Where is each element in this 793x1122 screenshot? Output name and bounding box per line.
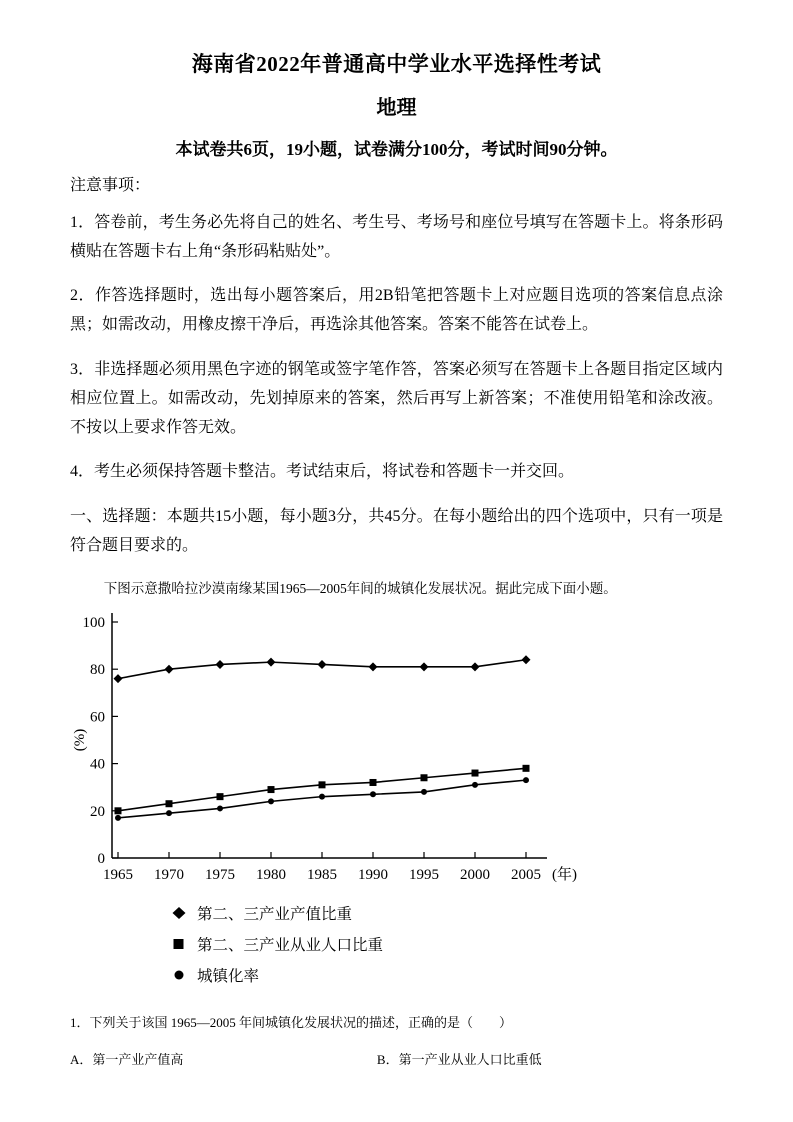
x-tick-label: 1990 [358, 867, 388, 884]
dot-marker-icon [217, 806, 223, 812]
legend-label: 第二、三产业从业人口比重 [197, 936, 384, 954]
diamond-marker-icon [318, 660, 327, 669]
notice-item-3: 3．非选择题必须用黑色字迹的钢笔或签字笔作答，答案必须写在答题卡上各题目指定区域内相应位置上。如需改动，先划掉原来的答案，然后再写上新答案；不准使用铅笔和涂改液。不按以上要求作答无效。 [70, 360, 723, 436]
exam-title: 海南省2022年普通高中学业水平选择性考试 [191, 52, 602, 76]
square-marker-icon [472, 770, 479, 777]
diamond-marker-icon [170, 905, 188, 921]
x-tick-label: 2005 [511, 867, 541, 884]
dot-marker-icon [370, 792, 376, 798]
dot-marker-icon [115, 815, 121, 821]
option-b: B．第一产业从业人口比重低 [376, 1052, 542, 1068]
legend-item [170, 928, 723, 959]
y-tick-label: 40 [90, 756, 105, 773]
section-heading: 一、选择题：本题共15小题，每小题3分，共45分。在每小题给出的四个选项中，只有一项是符合题目要求的。 [70, 508, 723, 554]
diamond-marker-icon [471, 663, 480, 672]
notice-item-4: 4．考生必须保持答题卡整洁。考试结束后，将试卷和答题卡一并交回。 [70, 463, 575, 481]
square-marker-icon [170, 936, 188, 952]
notice-heading: 注意事项： [70, 177, 151, 194]
x-tick-label: 1980 [256, 867, 286, 884]
square-marker-icon [166, 800, 173, 807]
diamond-marker-icon [369, 663, 378, 672]
legend-label: 城镇化率 [197, 967, 260, 985]
diamond-marker-icon [522, 656, 531, 665]
x-tick-label: 1985 [307, 867, 337, 884]
exam-info-line: 本试卷共6页，19小题，试卷满分100分，考试时间90分钟。 [175, 140, 618, 159]
diamond-marker-icon [165, 665, 174, 674]
x-axis-unit-label: (年) [552, 867, 577, 884]
legend-label: 第二、三产业产值比重 [197, 905, 353, 923]
y-tick-label: 60 [90, 709, 105, 726]
dot-marker-icon [268, 799, 274, 805]
notice-item-2: 2．作答选择题时，选出每小题答案后，用2B铅笔把答题卡上对应题目选项的答案信息点涂黑；如需改动，用橡皮擦干净后，再选涂其他答案。答案不能答在试卷上。 [70, 287, 723, 334]
square-marker-icon [268, 786, 275, 793]
dot-marker-icon [523, 777, 529, 783]
x-tick-label: 2000 [460, 867, 490, 884]
y-tick-label: 20 [90, 804, 105, 821]
x-tick-label: 1965 [103, 867, 133, 884]
y-tick-label: 0 [97, 851, 105, 868]
chart-legend [170, 897, 723, 990]
urbanization-line-chart [72, 610, 587, 888]
dot-marker-icon [170, 967, 188, 983]
diamond-marker-icon [420, 663, 429, 672]
y-tick-label: 80 [90, 662, 105, 679]
y-axis-unit-label: (%) [72, 729, 88, 752]
legend-item [170, 897, 723, 928]
notice-item-1: 1．答卷前，考生务必先将自己的姓名、考生号、考场号和座位号填写在答题卡上。将条形码横贴在答题卡右上角“条形码粘贴处”。 [70, 213, 723, 260]
square-marker-icon [319, 782, 326, 789]
dot-marker-icon [472, 782, 478, 788]
square-marker-icon [115, 808, 122, 815]
x-tick-label: 1995 [409, 867, 439, 884]
dot-marker-icon [319, 794, 325, 800]
square-marker-icon [370, 779, 377, 786]
square-marker-icon [217, 793, 224, 800]
series-line [118, 769, 526, 811]
square-marker-icon [523, 765, 530, 772]
dot-marker-icon [421, 789, 427, 795]
y-tick-label: 100 [82, 615, 105, 632]
question-1-text: 1．下列关于该国 1965—2005 年间城镇化发展状况的描述，正确的是（ ） [70, 1015, 513, 1031]
exam-subject: 地理 [376, 97, 417, 119]
x-tick-label: 1975 [205, 867, 235, 884]
diamond-marker-icon [114, 674, 123, 683]
urbanization-chart [72, 610, 723, 893]
question-1-options [70, 1049, 723, 1068]
diamond-marker-icon [216, 660, 225, 669]
dot-marker-icon [166, 810, 172, 816]
square-marker-icon [421, 775, 428, 782]
legend-item [170, 959, 723, 990]
x-tick-label: 1970 [154, 867, 184, 884]
option-a: A．第一产业产值高 [70, 1052, 184, 1068]
stimulus-text: 下图示意撒哈拉沙漠南缘某国1965—2005年间的城镇化发展状况。据此完成下面小题。 [103, 580, 617, 596]
diamond-marker-icon [267, 658, 276, 667]
